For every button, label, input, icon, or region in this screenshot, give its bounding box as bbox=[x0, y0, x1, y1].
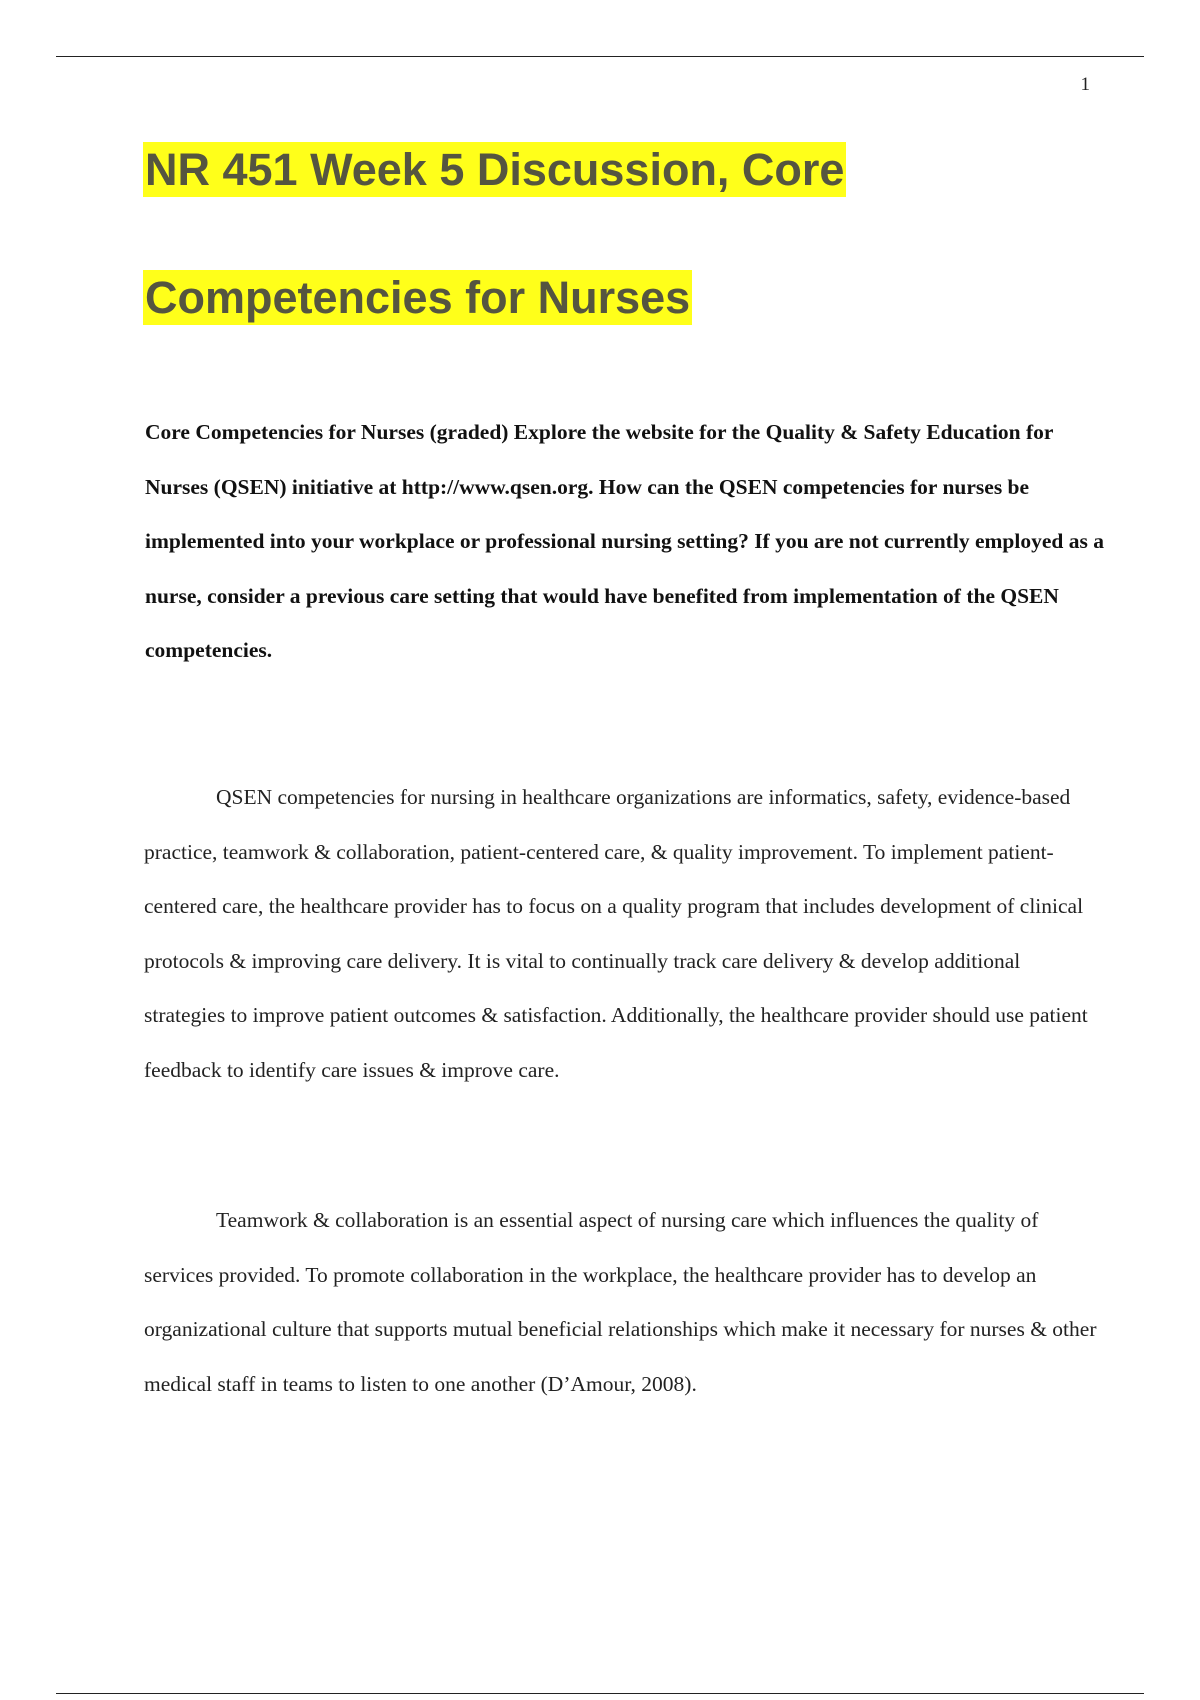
title-line-1 bbox=[143, 140, 1103, 268]
body-paragraph-1: QSEN competencies for nursing in healthcare organizations are informatics, safety, evidence-based practice, teamwork & collaboration, patient-centered care, & quality improvement. To implement patient-centered care, the healthcare provider has to focus on a quality program that includes development of clinical protocols & improving care delivery. It is vital to continually track care delivery & develop additional strategies to improve patient outcomes & satisfaction. Additionally, the healthcare provider should use patient feedback to identify care issues & improve care. bbox=[144, 785, 1088, 1082]
title-line-2-text: Competencies for Nurses bbox=[145, 272, 691, 323]
header-rule bbox=[56, 56, 1144, 57]
title-line-1-text: NR 451 Week 5 Discussion, Core bbox=[145, 144, 845, 195]
title-line-2 bbox=[143, 268, 1103, 396]
body-paragraph-2: Teamwork & collaboration is an essential aspect of nursing care which influences the quality of services provided. To promote collaboration in the workplace, the healthcare provider has to develop an organizational culture that supports mutual beneficial relationships which make it necessary for nurses & other medical staff in teams to listen to one another (D’Amour, 2008). bbox=[144, 1208, 1097, 1396]
discussion-prompt: Core Competencies for Nurses (graded) Explore the website for the Quality & Safety Education for Nurses (QSEN) initiative at http://www.qsen.org. How can the QSEN competencies for nurses be implemented into your workplace or professional nursing setting? If you are not currently employed as a nurse, consider a previous care setting that would have benefited from implementation of the QSEN competencies. bbox=[145, 420, 1104, 662]
footer-rule bbox=[56, 1693, 1144, 1694]
document-title bbox=[143, 140, 1103, 396]
page-number: 1 bbox=[1080, 74, 1090, 95]
